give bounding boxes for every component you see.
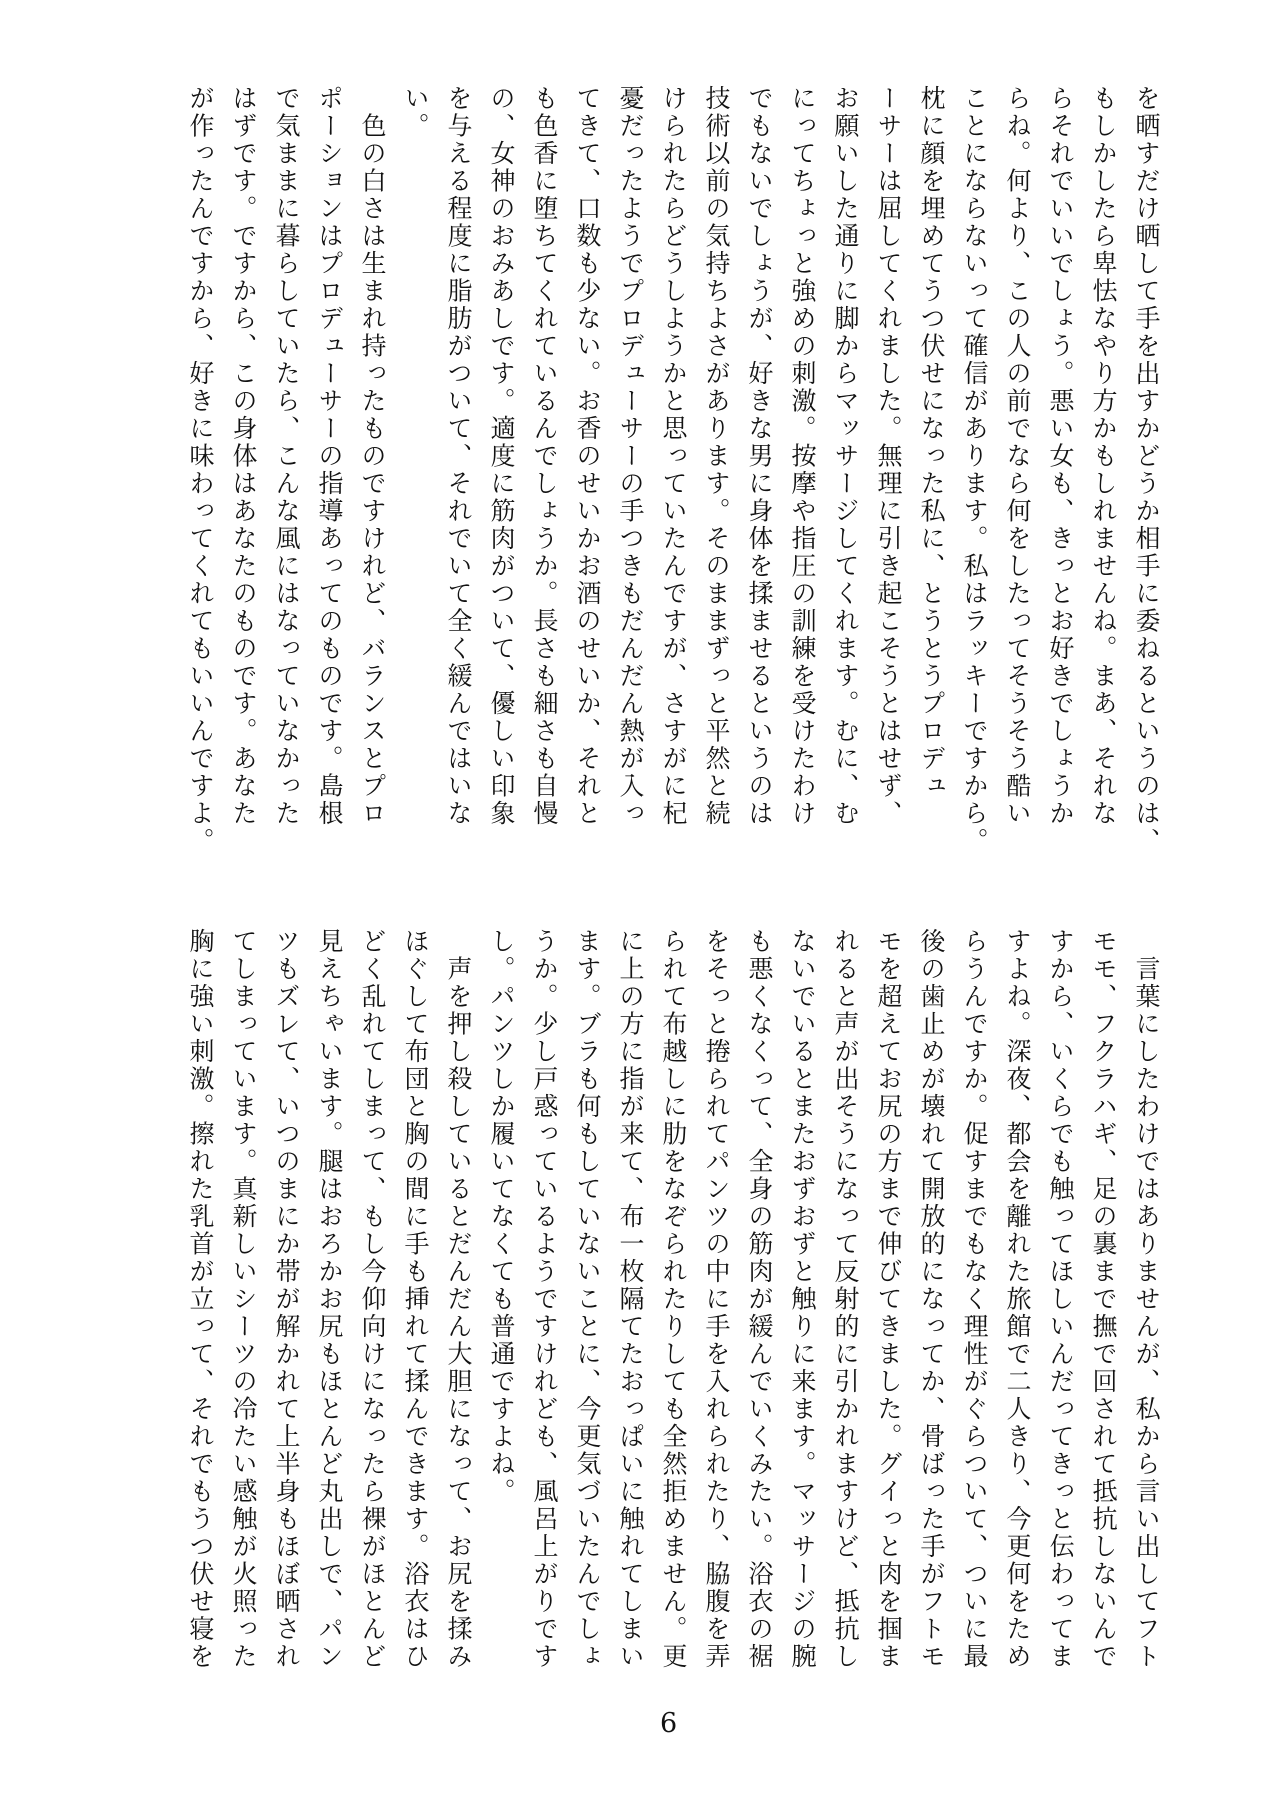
text-column: の、女神のおみあしです。適度に筋肉がついて、優しい印象: [487, 85, 516, 828]
text-column: を晒すだけ晒して手を出すかどうか相手に委ねるというのは、: [1132, 85, 1161, 855]
text-column: られて布越しに肋をなぞられたりしても全然拒めません。更: [659, 928, 688, 1671]
text-column: モモ、フクラハギ、足の裏まで撫で回されて抵抗しないんで: [1089, 928, 1118, 1671]
text-column: ツもズレて、いつのまにか帯が解かれて上半身もほぼ晒され: [272, 928, 301, 1671]
text-column: でもないでしょうが、好きな男に身体を揉ませるというのは: [745, 85, 774, 828]
text-column: はずです。ですから、この身体はあなたのものです。あなた: [229, 85, 258, 828]
text-column: ことにならないって確信があります。私はラッキーですから。: [960, 85, 989, 855]
text-column: けられたらどうしようかと思っていたんですが、さすがに杞: [659, 85, 688, 828]
text-column: 言葉にしたわけではありませんが、私から言い出してフト: [1132, 928, 1161, 1671]
text-column: モを超えてお尻の方まで伸びてきました。グイっと肉を掴ま: [874, 928, 903, 1671]
text-column: らうんですか。促すまでもなく理性がぐらついて、ついに最: [960, 928, 989, 1671]
text-column: 色の白さは生まれ持ったものですけれど、バランスとプロ: [358, 85, 387, 828]
text-column: てしまっています。真新しいシーツの冷たい感触が火照った: [229, 928, 258, 1671]
text-column: 技術以前の気持ちよさがあります。そのままずっと平然と続: [702, 85, 731, 828]
text-column: 胸に強い刺激。擦れた乳首が立って、それでもうつ伏せ寝を: [186, 928, 215, 1671]
text-column: てきて、口数も少ない。お香のせいかお酒のせいか、それと: [573, 85, 602, 828]
page-number: 6: [660, 1708, 678, 1739]
text-column: も悪くなくって、全身の筋肉が緩んでいくみたい。浴衣の裾: [745, 928, 774, 1671]
text-column: で気ままに暮らしていたら、こんな風にはなっていなかった: [272, 85, 301, 828]
text-column: にってちょっと強めの刺激。按摩や指圧の訓練を受けたわけ: [788, 85, 817, 828]
text-column: ほぐして布団と胸の間に手も挿れて揉んできます。浴衣はひ: [401, 928, 430, 1671]
text-column: れると声が出そうになって反射的に引かれますけど、抵抗し: [831, 928, 860, 1671]
text-column: すよね。深夜、都会を離れた旅館で二人きり、今更何をため: [1003, 928, 1032, 1671]
text-column: うか。少し戸惑っているようですけれども、風呂上がりです: [530, 928, 559, 1671]
text-column: どく乱れてしまって、もし今仰向けになったら裸がほとんど: [358, 928, 387, 1671]
text-column: ーサーは屈してくれました。無理に引き起こそうとはせず、: [874, 85, 903, 828]
text-column: 後の歯止めが壊れて開放的になってか、骨ばった手がフトモ: [917, 928, 946, 1671]
text-column: らそれでいいでしょう。悪い女も、きっとお好きでしょうか: [1046, 85, 1075, 828]
text-column: お願いした通りに脚からマッサージしてくれます。むに、む: [831, 85, 860, 828]
top-text-block: [179, 85, 1168, 857]
text-column: い。: [401, 85, 430, 140]
text-column: らね。何より、この人の前でなら何をしたってそうそう酷い: [1003, 85, 1032, 828]
text-column: も色香に堕ちてくれているんでしょうか。長さも細さも自慢: [530, 85, 559, 828]
text-column: すから、いくらでも触ってほしいんだってきっと伝わってま: [1046, 928, 1075, 1671]
bottom-text-block: [179, 928, 1168, 1700]
text-column: ないでいるとまたおずおずと触りに来ます。マッサージの腕: [788, 928, 817, 1671]
text-column: 枕に顔を埋めてうつ伏せになった私に、とうとうプロデュ: [917, 85, 946, 800]
text-column: が作ったんですから、好きに味わってくれてもいいんですよ。: [186, 85, 215, 855]
text-column: し。パンツしか履いてなくても普通ですよね。: [487, 928, 516, 1506]
text-column: 声を押し殺しているとだんだん大胆になって、お尻を揉み: [444, 928, 473, 1671]
text-column: を与える程度に脂肪がついて、それでいて全く緩んではいな: [444, 85, 473, 828]
text-column: 見えちゃいます。腿はおろかお尻もほとんど丸出しで、パン: [315, 928, 344, 1671]
text-column: をそっと捲られてパンツの中に手を入れられたり、脇腹を弄: [702, 928, 731, 1671]
text-column: に上の方に指が来て、布一枚隔てたおっぱいに触れてしまい: [616, 928, 645, 1671]
text-column: 憂だったようでプロデューサーの手つきもだんだん熱が入っ: [616, 85, 645, 828]
text-column: ます。ブラも何もしていないことに、今更気づいたんでしょ: [573, 928, 602, 1671]
text-column: ポーションはプロデューサーの指導あってのものです。島根: [315, 85, 344, 828]
text-column: もしかしたら卑怯なやり方かもしれませんね。まあ、それな: [1089, 85, 1118, 828]
